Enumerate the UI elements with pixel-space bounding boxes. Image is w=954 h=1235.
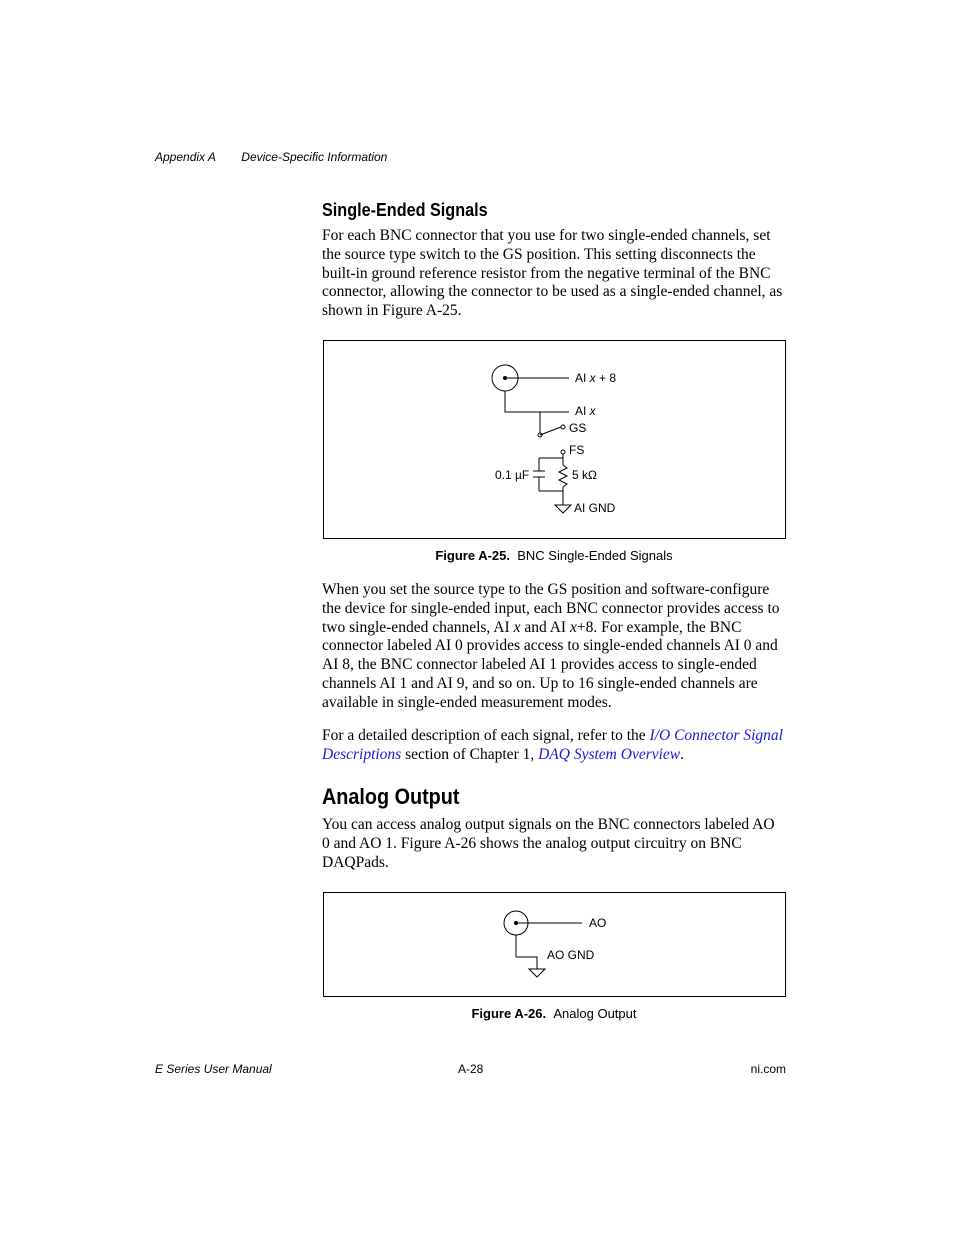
analog-output-diagram bbox=[324, 893, 785, 996]
ai-x-plus-8-label: AI x + 8 bbox=[575, 371, 617, 385]
figure-a25 bbox=[323, 340, 786, 539]
daq-system-overview-link[interactable]: DAQ System Overview bbox=[538, 745, 681, 763]
header-title: Device-Specific Information bbox=[241, 150, 388, 164]
paragraph-text: You can access analog output signals on the BNC connectors labeled AO 0 and AO 1. Figure A-26 shows the analog output circuitry on BNC DAQPads. bbox=[322, 816, 775, 871]
caption-text: Analog Output bbox=[553, 1006, 637, 1021]
footer-manual-title: E Series User Manual bbox=[155, 1062, 272, 1076]
bnc-single-ended-diagram bbox=[324, 341, 785, 538]
ao-label: AO bbox=[589, 916, 607, 930]
footer-website: ni.com bbox=[750, 1062, 786, 1076]
single-ended-mode-paragraph: When you set the source type to the GS position and software-configure the device for single-ended input, each BNC connector provides access to two single-ended channels, AI x and AI x+8. For example, the BNC connector labeled AI 0 provides access to single-ended channels AI 0 and AI 8, the BNC connector labeled AI 1 provides access to single-ended channels AI 1 and AI 9, and so on. Up to 16 single-ended channels are available in single-ended measurement modes. bbox=[322, 581, 780, 711]
ai-x-label: AI x bbox=[575, 404, 596, 418]
ai-gnd-label: AI GND bbox=[574, 501, 616, 515]
caption-text: BNC Single-Ended Signals bbox=[517, 548, 673, 563]
ao-gnd-label: AO GND bbox=[547, 948, 595, 962]
single-ended-heading: Single-Ended Signals bbox=[322, 200, 488, 220]
single-ended-paragraph bbox=[322, 227, 786, 321]
reference-paragraph: For a detailed description of each signal, refer to the I/O Connector Signal Descriptions section of Chapter 1, DAQ System Overview. bbox=[322, 727, 783, 763]
gs-label: GS bbox=[569, 421, 587, 435]
figure-a26 bbox=[323, 892, 786, 997]
figure-a26-caption bbox=[322, 1006, 786, 1021]
paragraph-text: For each BNC connector that you use for two single-ended channels, set the source type switch to the GS position. This setting disconnects the built-in ground reference resistor from the negative terminal of the BNC connector, allowing the connector to be used as a single-ended channel, as shown in Figure A-25. bbox=[322, 227, 783, 320]
analog-output-paragraph bbox=[322, 816, 786, 872]
analog-output-heading: Analog Output bbox=[322, 784, 460, 809]
capacitor-label: 0.1 µF bbox=[495, 468, 530, 482]
footer-page-number: A-28 bbox=[458, 1062, 484, 1076]
header-appendix: Appendix A bbox=[155, 150, 216, 164]
resistor-label: 5 kΩ bbox=[572, 468, 597, 482]
figure-a25-caption bbox=[322, 548, 786, 563]
fs-label: FS bbox=[569, 443, 585, 457]
caption-number: Figure A-26. bbox=[471, 1006, 547, 1021]
caption-number: Figure A-25. bbox=[435, 548, 511, 563]
io-connector-signal-link[interactable]: I/O Connector Signal Descriptions bbox=[322, 727, 783, 763]
running-header bbox=[155, 150, 409, 164]
